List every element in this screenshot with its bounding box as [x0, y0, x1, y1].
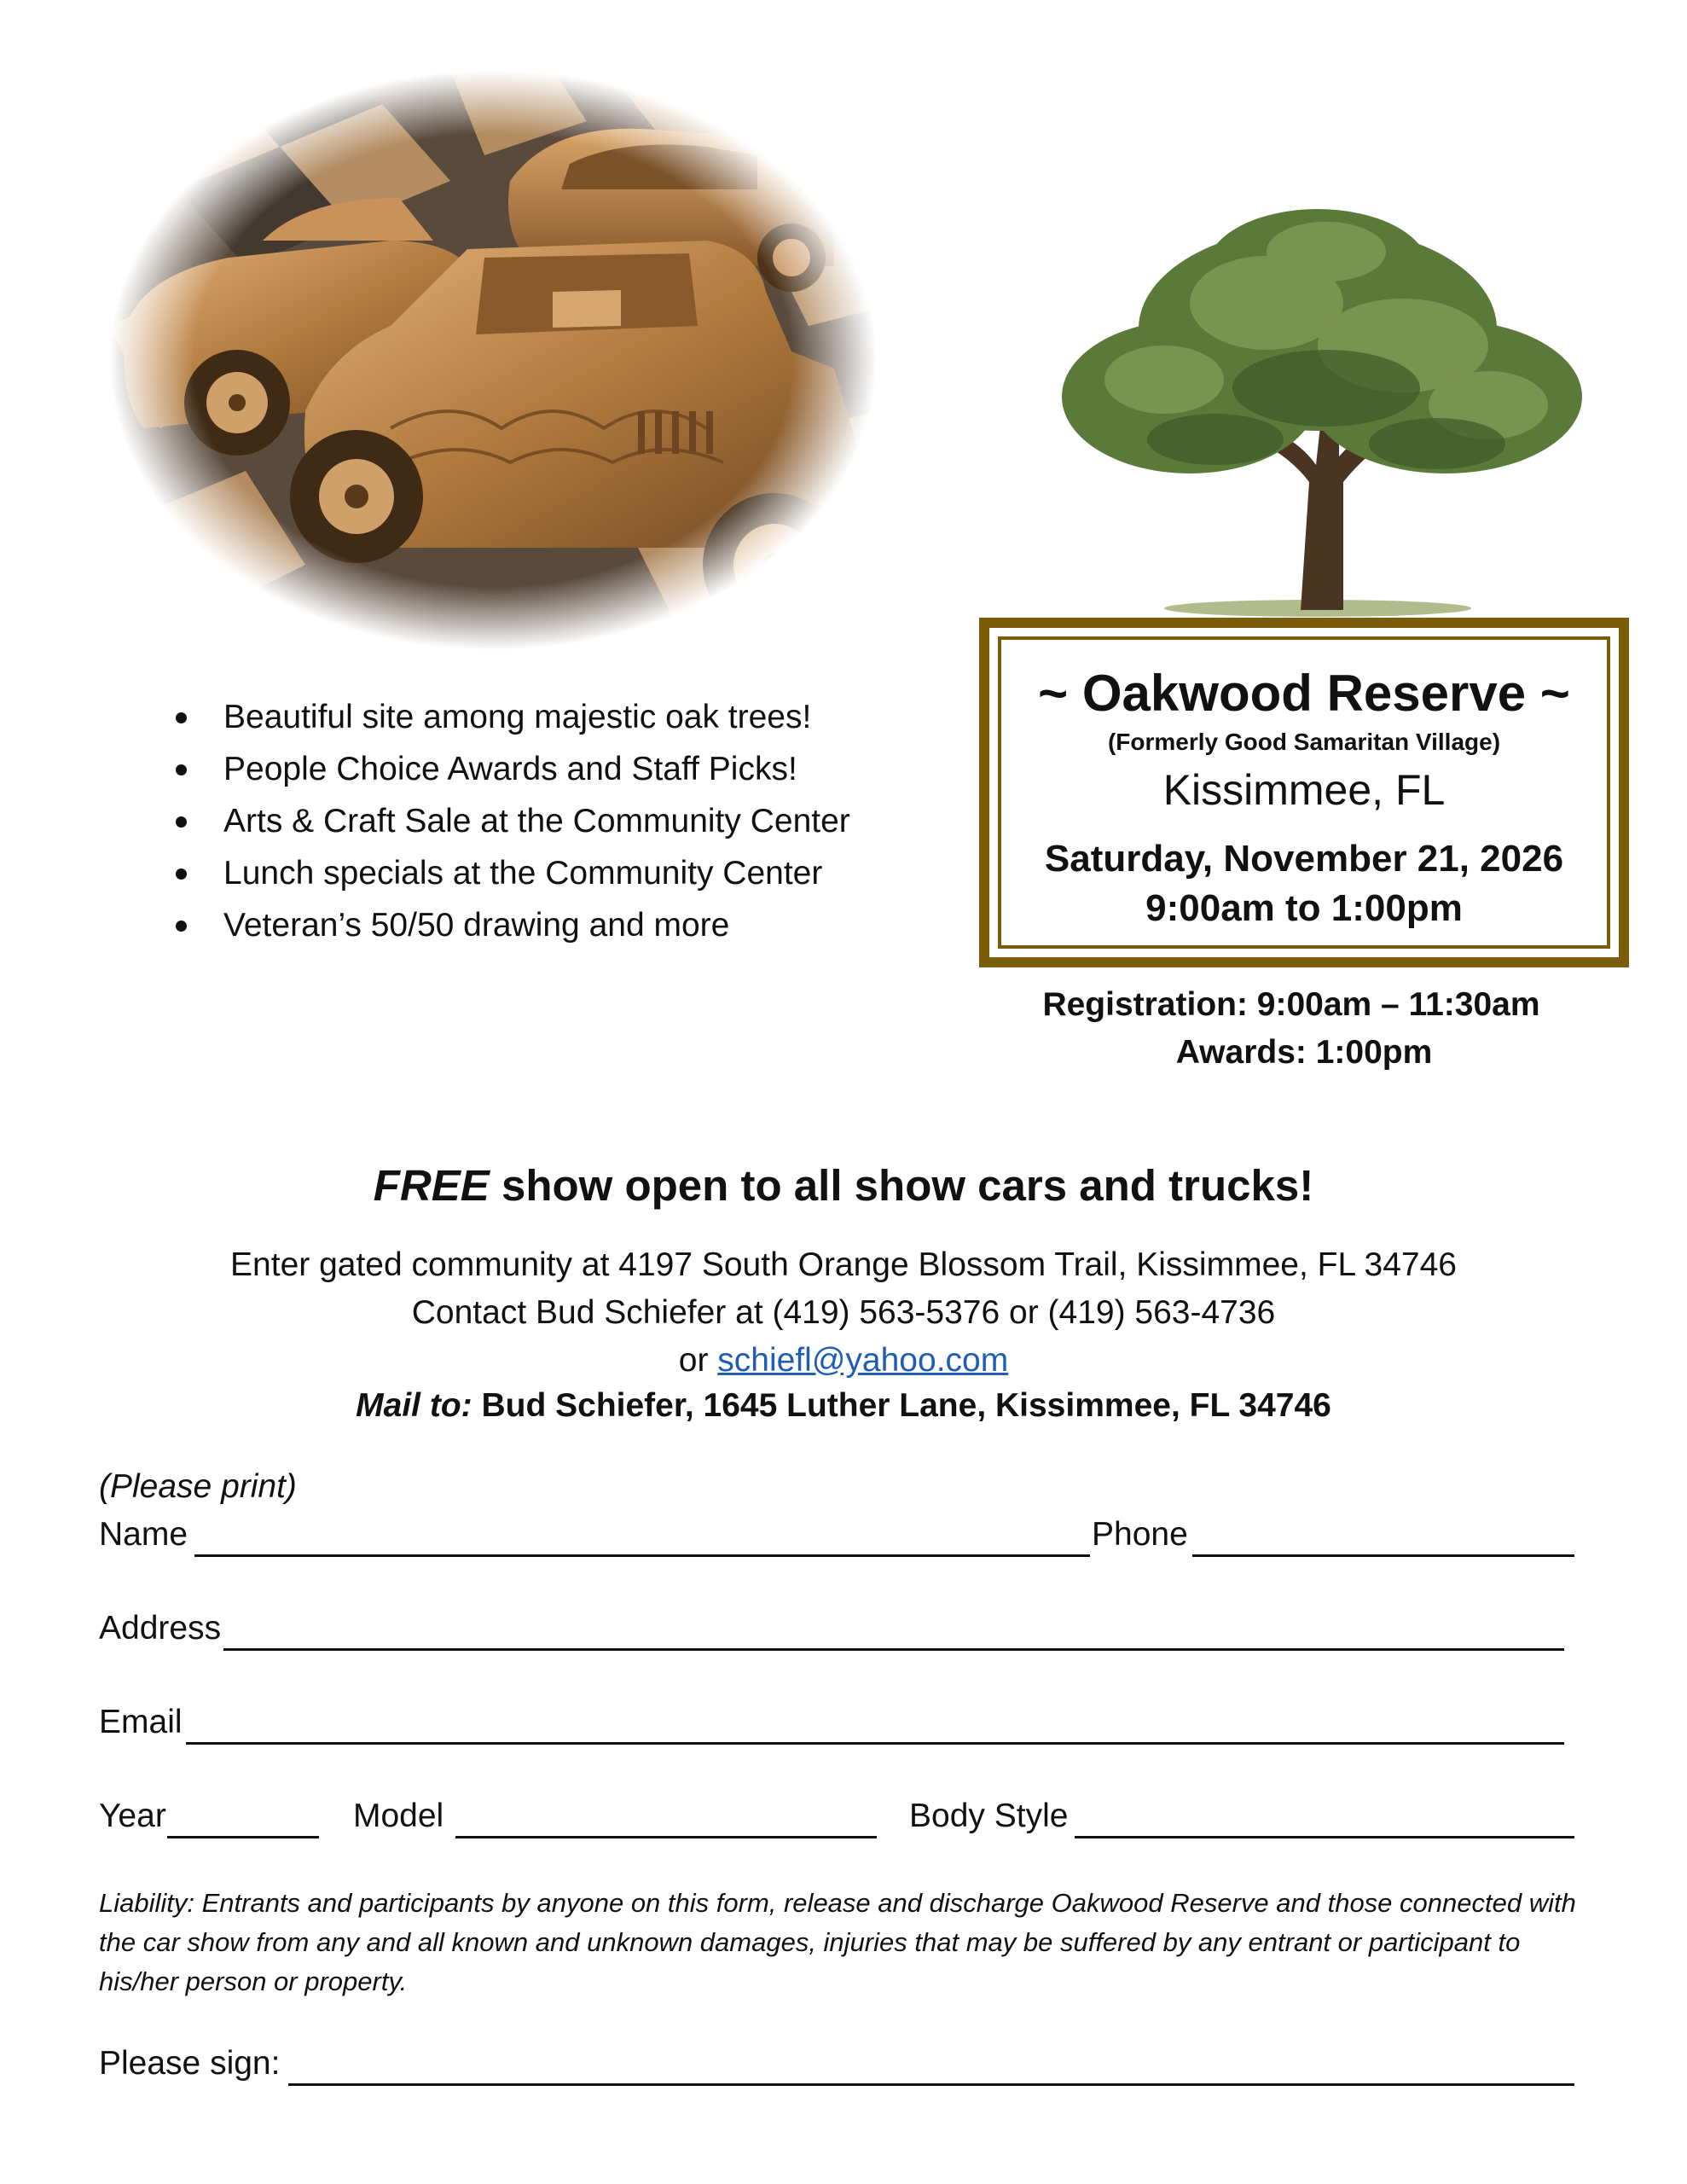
event-time: 9:00am to 1:00pm	[1145, 887, 1463, 929]
year-label: Year	[99, 1798, 166, 1834]
model-underline	[455, 1836, 877, 1838]
bullet-icon	[176, 712, 187, 723]
address-field[interactable]	[223, 1609, 1564, 1648]
model-field[interactable]	[455, 1797, 877, 1836]
venue-city: Kissimmee, FL	[1162, 766, 1446, 814]
car-show-image	[109, 70, 877, 650]
entry-address: Enter gated community at 4197 South Orange Blossom Trail, Kissimmee, FL 34746	[230, 1246, 1457, 1283]
bullet-icon	[176, 868, 187, 880]
features-list	[171, 691, 938, 951]
venue-box	[979, 618, 1629, 967]
model-label: Model	[353, 1798, 444, 1834]
bullet-icon	[176, 921, 187, 932]
venue-box-inner	[998, 636, 1610, 949]
name-label: Name	[99, 1516, 188, 1553]
feature-item: Veteran’s 50/50 drawing and more	[171, 899, 938, 951]
feature-item: Beautiful site among majestic oak trees!	[171, 691, 938, 743]
contact-email-link[interactable]: schiefl@yahoo.com	[717, 1342, 1009, 1379]
address-underline	[223, 1648, 1564, 1651]
feature-item: People Choice Awards and Staff Picks!	[171, 743, 938, 795]
email-field[interactable]	[186, 1703, 1564, 1742]
oak-tree-image	[1045, 200, 1591, 619]
email-label: Email	[99, 1704, 183, 1740]
signature-label: Please sign:	[99, 2045, 281, 2082]
schedule	[979, 981, 1629, 1077]
mail-to-address: Bud Schiefer, 1645 Luther Lane, Kissimmee, FL 34746	[472, 1387, 1331, 1424]
year-underline	[167, 1836, 319, 1838]
mail-to-label: Mail to:	[356, 1387, 472, 1424]
signature-underline	[288, 2083, 1574, 2086]
contact-info	[0, 1241, 1687, 1385]
registration-time: Registration: 9:00am – 11:30am	[1042, 986, 1540, 1023]
phone-field[interactable]	[1192, 1515, 1574, 1554]
feature-item: Lunch specials at the Community Center	[171, 847, 938, 899]
body-style-label: Body Style	[909, 1798, 1069, 1834]
body-style-field[interactable]	[1075, 1797, 1574, 1836]
bullet-icon	[176, 764, 187, 775]
venue-title: ~ Oakwood Reserve ~	[1038, 665, 1570, 722]
headline-text: show open to all show cars and trucks!	[489, 1161, 1314, 1210]
email-underline	[186, 1742, 1564, 1745]
awards-time: Awards: 1:00pm	[1175, 1034, 1433, 1071]
mail-to	[0, 1382, 1687, 1430]
bullet-icon	[176, 816, 187, 828]
signature-field[interactable]	[288, 2044, 1574, 2083]
phone-underline	[1192, 1554, 1574, 1557]
feature-item: Arts & Craft Sale at the Community Center	[171, 795, 938, 847]
contact-email-line: or schiefl@yahoo.com	[678, 1342, 1009, 1379]
name-underline	[194, 1554, 1090, 1557]
phone-label: Phone	[1092, 1516, 1188, 1553]
headline-emphasis: FREE	[373, 1161, 490, 1210]
venue-subtitle: (Formerly Good Samaritan Village)	[1107, 729, 1501, 755]
name-field[interactable]	[194, 1515, 1090, 1554]
body-style-underline	[1075, 1836, 1574, 1838]
year-field[interactable]	[167, 1797, 319, 1836]
contact-phone: Contact Bud Schiefer at (419) 563-5376 or (419) 563-4736	[411, 1294, 1276, 1331]
liability-text: Liability: Entrants and participants by anyone on this form, release and discharge Oakwood Reserve and those connected with the car show from any and all known and unknown damages, injuries that may be suffered by any entrant or participant to his/her person or property.	[99, 1888, 1576, 1996]
headline	[0, 1156, 1687, 1216]
please-print-note: (Please print)	[99, 1468, 297, 1505]
event-date: Saturday, November 21, 2026	[1044, 838, 1564, 880]
address-label: Address	[99, 1610, 222, 1647]
